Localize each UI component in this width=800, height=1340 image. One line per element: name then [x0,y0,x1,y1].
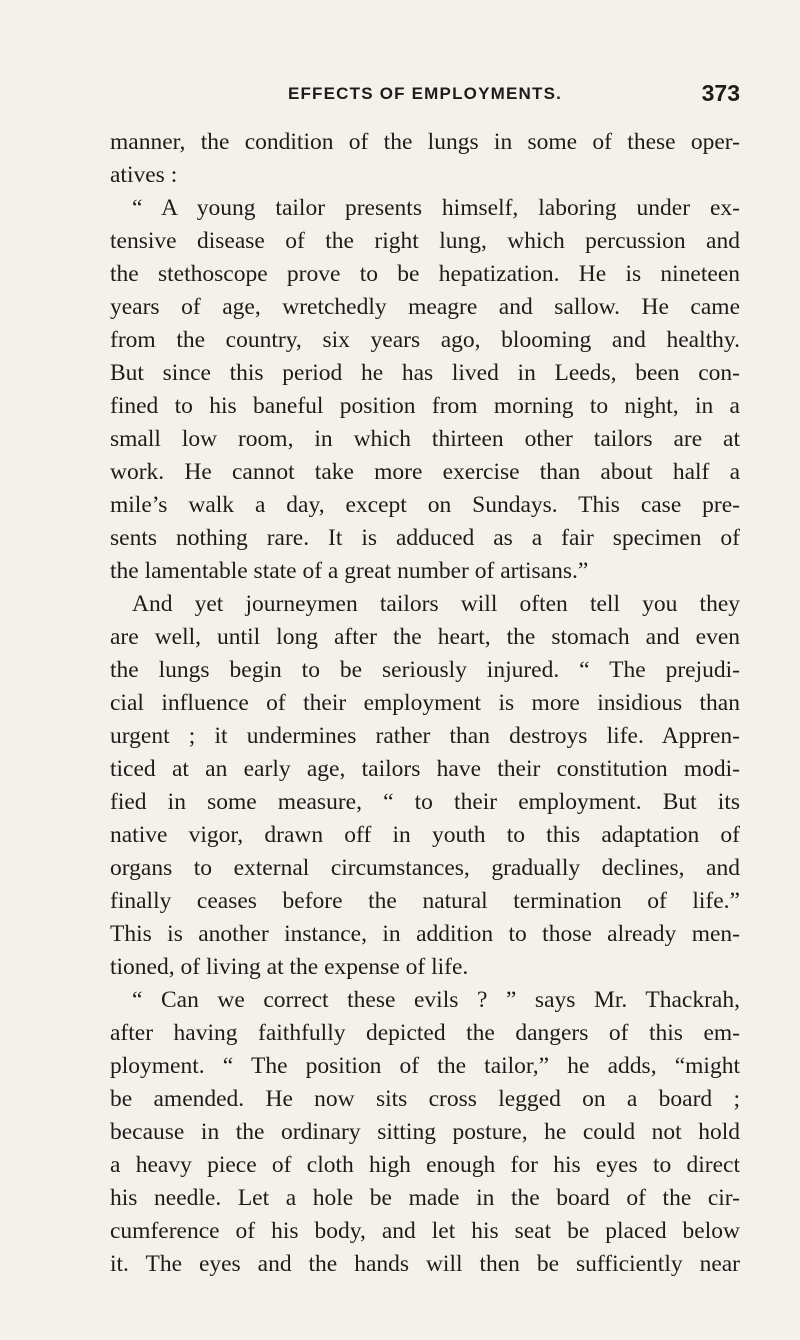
text-line: a heavy piece of cloth high enough for his eyes to direct [110,1152,740,1178]
text-line: “ Can we correct these evils ? ” says Mr. Thackrah, [132,987,740,1013]
text-line: tioned, of living at the expense of life. [110,954,469,980]
text-line: tensive disease of the right lung, which percussion and [110,228,740,254]
text-line: after having faithfully depicted the dangers of this em- [110,1020,740,1046]
running-title: EFFECTS OF EMPLOYMENTS. [287,84,563,103]
text-line: sents nothing rare. It is adduced as a fair specimen of [110,525,740,551]
text-line: urgent ; it undermines rather than destroys life. Appren- [110,723,740,749]
text-line: cial influence of their employment is more insidious than [110,690,740,716]
text-line: finally ceases before the natural termination of life.” [110,888,740,914]
text-line: ployment. “ The position of the tailor,” he adds, “might [110,1053,740,1079]
text-line: atives : [110,162,178,188]
text-line: the lungs begin to be seriously injured. “ The prejudi- [110,657,740,683]
text-line: But since this period he has lived in Leeds, been con- [110,360,740,386]
text-line: the lamentable state of a great number of artisans.” [110,558,589,584]
text-line: ticed at an early age, tailors have their constitution modi- [110,756,740,782]
text-line: be amended. He now sits cross legged on a board ; [110,1086,740,1112]
text-line: “ A young tailor presents himself, laboring under ex- [132,195,740,221]
text-line: mile’s walk a day, except on Sundays. This case pre- [110,492,740,518]
text-line: This is another instance, in addition to those already men- [110,921,740,947]
text-line: his needle. Let a hole be made in the board of the cir- [110,1185,740,1211]
text-line: fied in some measure, “ to their employment. But its [110,789,740,815]
text-line: fined to his baneful position from morning to night, in a [110,393,740,419]
text-line: And yet journeymen tailors will often tell you they [132,591,740,617]
running-head [110,80,740,112]
text-line: because in the ordinary sitting posture, he could not hold [110,1119,740,1145]
text-line: manner, the condition of the lungs in some of these oper- [110,129,740,155]
text-line: work. He cannot take more exercise than about half a [110,459,740,485]
text-line: from the country, six years ago, blooming and healthy. [110,327,740,353]
text-line: cumference of his body, and let his seat be placed below [110,1218,740,1244]
text-line: it. The eyes and the hands will then be sufficiently near [110,1251,740,1277]
page-number: 373 [701,80,740,106]
text-line: years of age, wretchedly meagre and sallow. He came [110,294,740,320]
text-line: are well, until long after the heart, the stomach and even [110,624,740,650]
text-line: native vigor, drawn off in youth to this adaptation of [110,822,740,848]
body-text [110,126,740,1281]
text-line: organs to external circumstances, gradually declines, and [110,855,740,881]
text-line: small low room, in which thirteen other tailors are at [110,426,740,452]
text-line: the stethoscope prove to be hepatization. He is nineteen [110,261,740,287]
